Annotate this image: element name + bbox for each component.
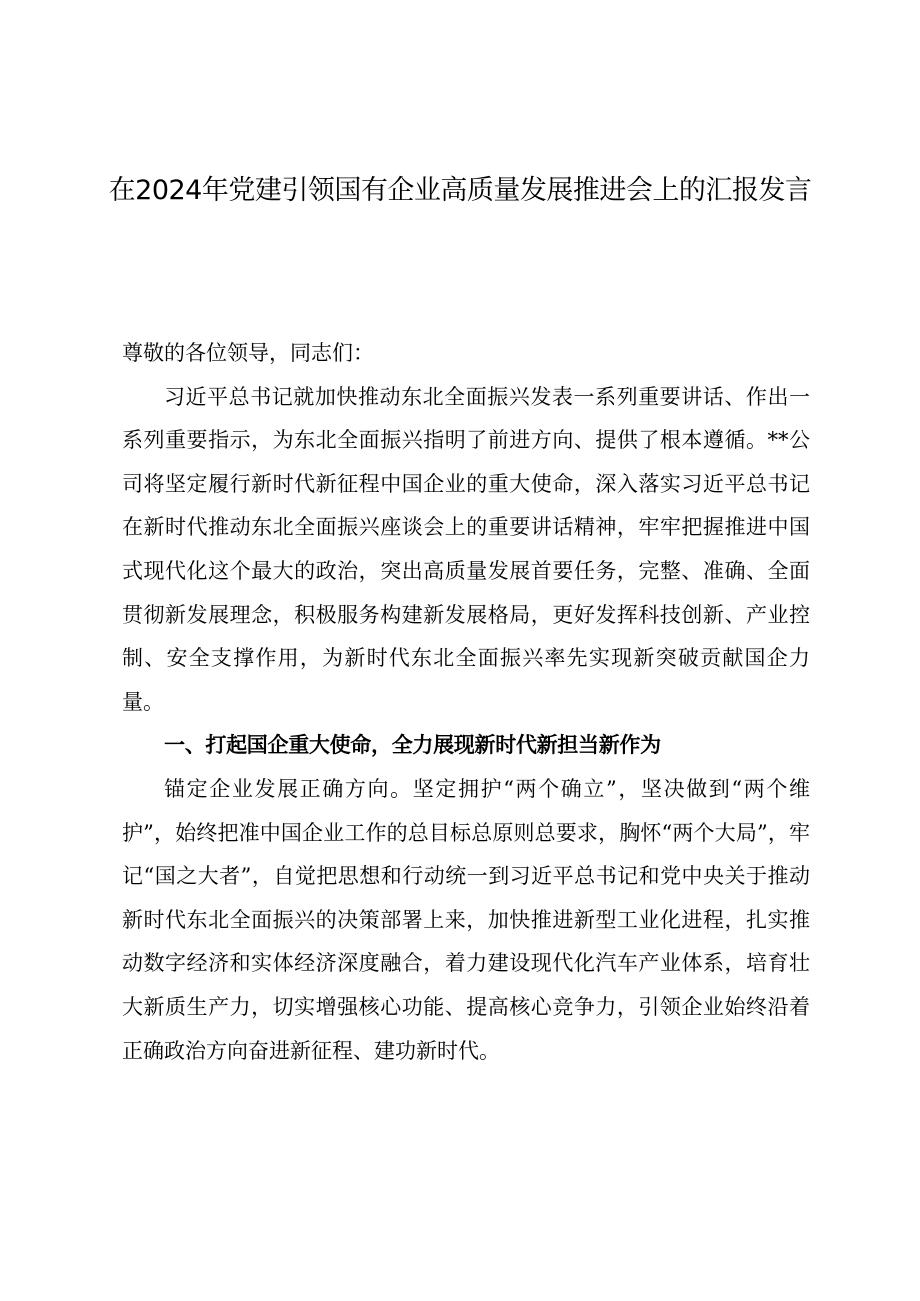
section-heading: 一、打起国企重大使命，全力展现新时代新担当新作为	[164, 733, 661, 758]
document-body	[122, 332, 810, 1073]
document-title: 在2024年党建引领国有企业高质量发展推进会上的汇报发言	[108, 175, 812, 206]
intro-paragraph: 习近平总书记就加快推动东北全面振兴发表一系列重要讲话、作出一系列重要指示，为东北全面振兴指明了前进方向、提供了根本遵循。**公司将坚定履行新时代新征程中国企业的重大使命，深入落实习近平总书记在新时代推动东北全面振兴座谈会上的重要讲话精神，牢牢把握推进中国式现代化这个最大的政治，突出高质量发展首要任务，完整、准确、全面贯彻新发展理念，积极服务构建新发展格局，更好发挥科技创新、产业控制、安全支撑作用，为新时代东北全面振兴率先实现新突破贡献国企力量。	[122, 384, 810, 714]
section-paragraph: 锚定企业发展正确方向。坚定拥护“两个确立”，坚决做到“两个维护”，始终把准中国企业工作的总目标总原则总要求，胸怀“两个大局”，牢记“国之大者”，自觉把思想和行动统一到习近平总书记和党中央关于推动新时代东北全面振兴的决策部署上来，加快推进新型工业化进程，扎实推动数字经济和实体经济深度融合，着力建设现代化汽车产业体系，培育壮大新质生产力，切实增强核心功能、提高核心竞争力，引领企业始终沿着正确政治方向奋进新征程、建功新时代。	[122, 776, 810, 1063]
salutation: 尊敬的各位领导，同志们：	[122, 341, 374, 365]
